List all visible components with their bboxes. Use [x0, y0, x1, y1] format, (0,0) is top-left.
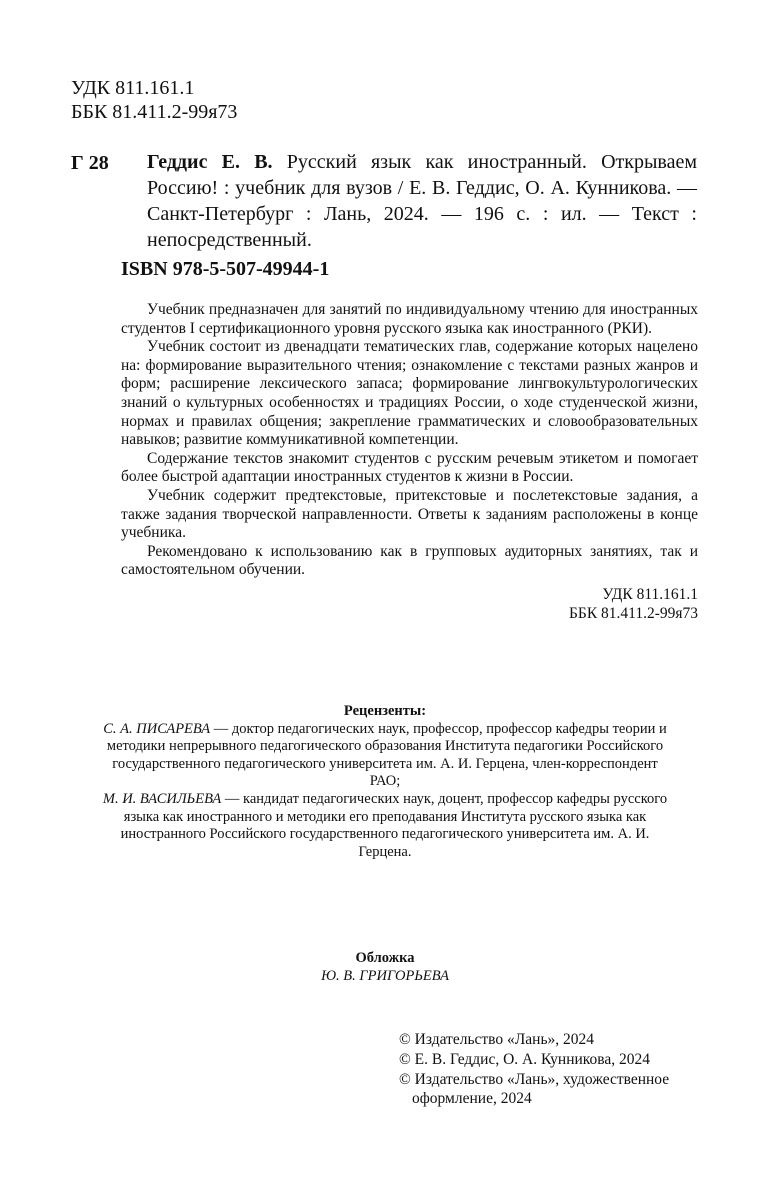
isbn: ISBN 978-5-507-49944-1 [121, 258, 330, 280]
reviewer-name: С. А. ПИСАРЕВА [103, 720, 211, 737]
bibliographic-description: Русский язык как иностранный. Открываем Россию! : учебник для вузов / Е. В. Геддис, О. А. Кунникова. — Санкт-Петербург : Лань, 2024. — 196 с. : ил. — Текст : непосредственный. [147, 151, 697, 251]
annotation-udk: УДК 811.161.1 [602, 585, 698, 603]
bibliographic-record [147, 149, 697, 253]
annotation-paragraph: Содержание текстов знакомит студентов с русским речевым этикетом и помогает более быстрой адаптации иностранных студентов к жизни в России. [121, 449, 698, 486]
copyright-line: © Издательство «Лань», 2024 [399, 1031, 595, 1048]
annotation-bbk: ББК 81.411.2-99я73 [569, 604, 698, 622]
reviewer-entry [100, 721, 670, 791]
reviewer-description: — доктор педагогических наук, профессор, профессор кафедры теории и методики непрерывного педагогического образования Института педагогики Российского государственного педагогического университета им. А. И. Герцена, член-корреспондент РАО; [106, 720, 667, 790]
annotation [121, 301, 698, 623]
author-name: Геддис Е. В. [147, 151, 273, 173]
annotation-paragraph: Учебник состоит из двенадцати тематических глав, содержание которых нацелено на: формирование выразительного чтения; ознакомление с текстами разных жанров и форм; расширение лексического запаса; формирование лингвокультурологических знаний о культурных особенностях и традициях России, о ходе студенческой жизни, нормах и правилах общения; закрепление грамматических и словообразовательных навыков; развитие коммуникативной компетенции. [121, 338, 698, 449]
author-mark: Г 28 [71, 152, 109, 174]
reviewers-section [100, 703, 670, 861]
reviewers-title: Рецензенты: [343, 703, 427, 719]
annotation-paragraph: Учебник предназначен для занятий по индивидуальному чтению для иностранных студентов I сертификационного уровня русского языка как иностранного (РКИ). [121, 301, 698, 337]
udk-bbk-header [71, 76, 237, 124]
cover-title: Обложка [355, 950, 415, 966]
copyright-line: © Издательство «Лань», художественное оформление, 2024 [399, 1070, 670, 1108]
cover-credit [100, 950, 670, 985]
copyright-block [399, 1030, 699, 1109]
bbk-code: ББК 81.411.2-99я73 [71, 101, 238, 123]
annotation-paragraph: Учебник содержит предтекстовые, притекстовые и послетекстовые задания, а также задания творческой направленности. Ответы к заданиям расположены в конце учебника. [121, 486, 698, 542]
reviewer-entry [100, 791, 670, 861]
reviewer-description: — кандидат педагогических наук, доцент, профессор кафедры русского языка как иностранного и методики его преподавания Института русского языка как иностранного Российского государственного педагогического университета им. А. И. Герцена. [120, 790, 668, 860]
cover-designer: Ю. В. ГРИГОРЬЕВА [321, 967, 449, 984]
reviewer-name: М. И. ВАСИЛЬЕВА [102, 790, 222, 807]
udk-code: УДК 811.161.1 [71, 77, 195, 99]
copyright-line: © Е. В. Геддис, О. А. Кунникова, 2024 [399, 1050, 651, 1068]
annotation-paragraph: Рекомендовано к использованию как в групповых аудиторных занятиях, так и самостоятельном обучении. [121, 542, 698, 579]
